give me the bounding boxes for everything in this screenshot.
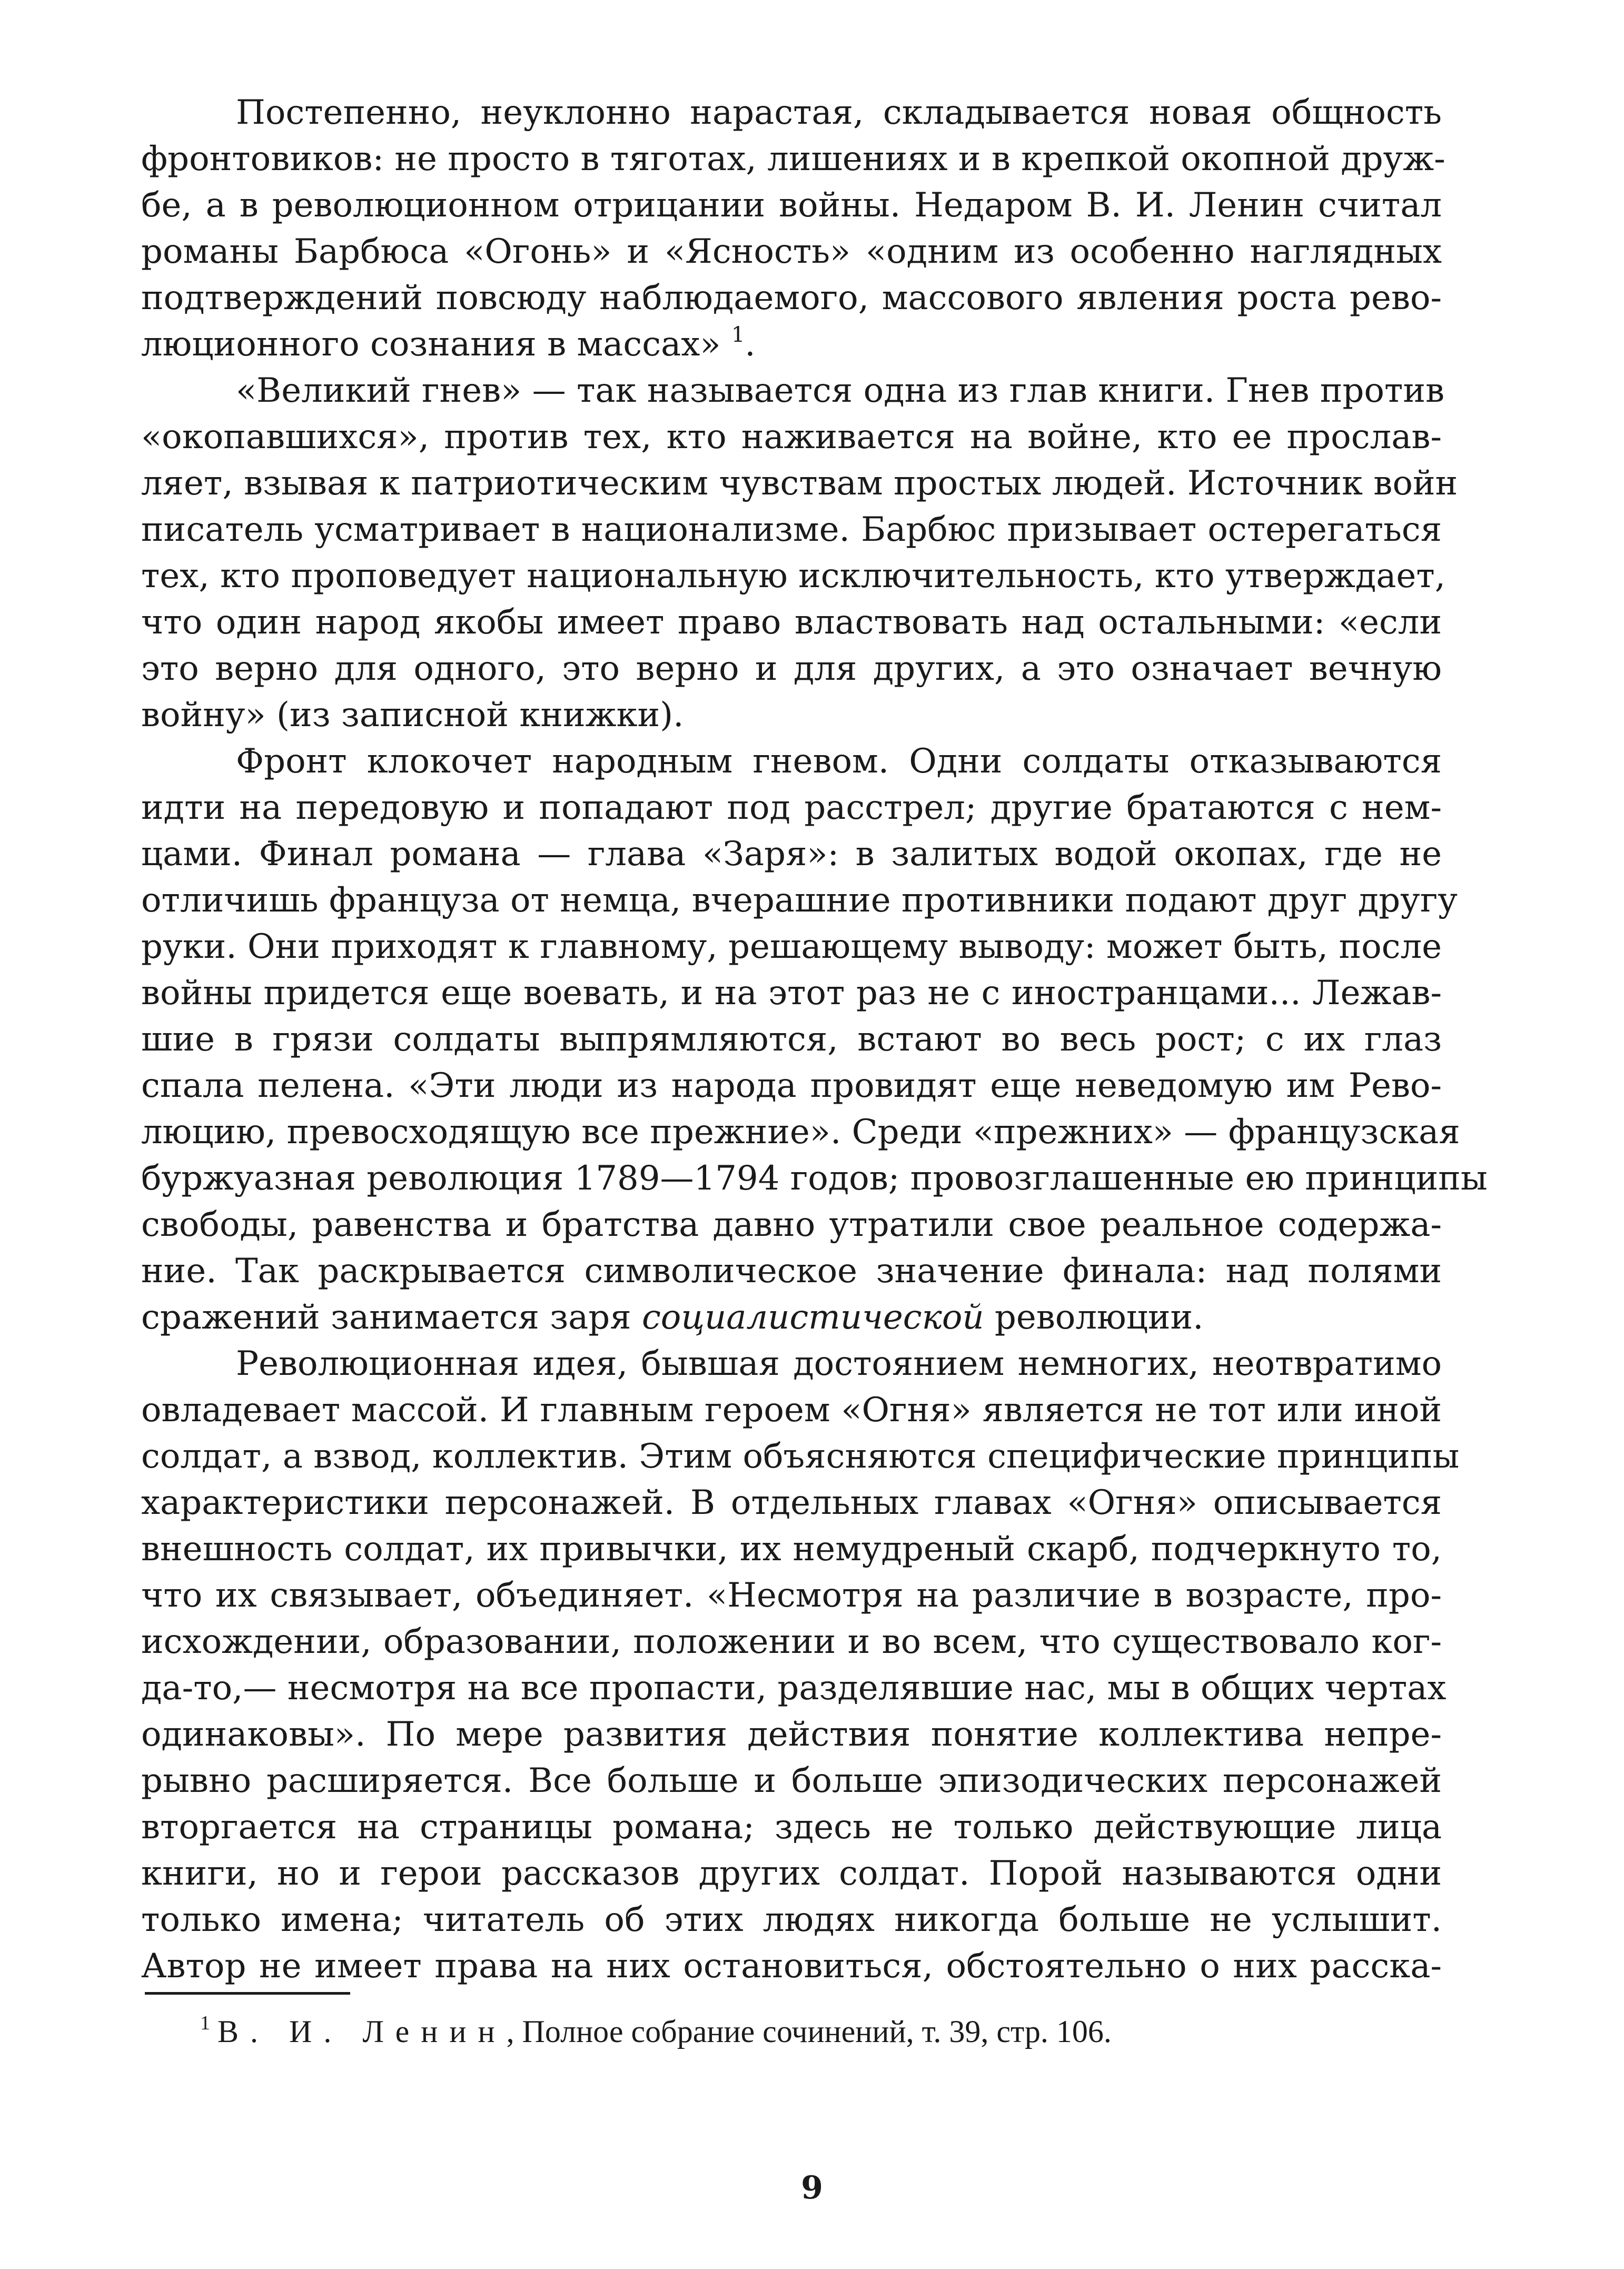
text-line: «окопавшихся», против тех, кто наживается на войне, кто ее прослав-: [141, 418, 1442, 457]
text-line: это верно для одного, это верно и для других, а это означает вечную: [141, 649, 1442, 688]
paragraph: [141, 738, 1488, 1341]
text-line: спала пелена. «Эти люди из народа провидят еще неведомую им Рево-: [141, 1066, 1442, 1105]
text-line: [141, 1294, 1442, 1341]
footnote-reference[interactable]: 1: [731, 323, 745, 347]
paragraph: [141, 1341, 1460, 1989]
text-line: войну» (из записной книжки).: [141, 696, 684, 735]
text-line: рывно расширяется. Все больше и больше эпизодических персонажей: [141, 1761, 1442, 1800]
italic-emphasis: социалистической: [641, 1298, 984, 1337]
page-body: [141, 90, 1488, 1989]
text-line: ние. Так раскрывается символическое значение финала: над полями: [141, 1252, 1442, 1291]
text-line: книги, но и герои рассказов других солдат. Порой называются одни: [141, 1854, 1442, 1893]
text-line: ляет, взывая к патриотическим чувствам простых людей. Источник войн: [141, 464, 1458, 503]
paragraph: [141, 90, 1445, 368]
text-line: тех, кто проповедует национальную исключительность, кто утверждает,: [141, 557, 1445, 596]
text-line: войны придется еще воевать, и на этот раз не с иностранцами... Лежав-: [141, 974, 1442, 1013]
text-line: фронтовиков: не просто в тяготах, лишениях и в крепкой окопной друж-: [141, 140, 1445, 179]
text-line: идти на передовую и попадают под расстрел; другие братаются с нем-: [141, 788, 1442, 827]
text-line: что их связывает, объединяет. «Несмотря на различие в возрасте, про-: [141, 1576, 1442, 1615]
text-line: характеристики персонажей. В отдельных главах «Огня» описывается: [141, 1483, 1442, 1522]
text-line: солдат, а взвод, коллектив. Этим объясняются специфические принципы: [141, 1437, 1460, 1476]
text-line: цами. Финал романа — глава «Заря»: в залитых водой окопах, где не: [141, 835, 1442, 874]
text-line: свободы, равенства и братства давно утратили свое реальное содержа-: [141, 1205, 1442, 1244]
line-text: сражений занимается заря: [141, 1298, 642, 1337]
footnote: [200, 2010, 1112, 2053]
paragraph: [141, 368, 1458, 738]
text-line: подтверждений повсюду наблюдаемого, массового явления роста рево-: [141, 279, 1442, 318]
text-line: буржуазная революция 1789—1794 годов; провозглашенные ею принципы: [141, 1159, 1488, 1198]
footnote-text: , Полное собрание сочинений, т. 39, стр. 106.: [506, 2014, 1112, 2049]
text-line: [141, 321, 1442, 368]
text-line: вторгается на страницы романа; здесь не только действующие лица: [141, 1808, 1442, 1847]
text-line: только имена; читатель об этих людях никогда больше не услышит.: [141, 1900, 1442, 1939]
footnote-mark: 1: [200, 2012, 210, 2034]
text-line: бе, а в революционном отрицании войны. Недаром В. И. Ленин считал: [141, 186, 1442, 225]
punctuation: .: [745, 325, 756, 364]
footnote-separator: [145, 1992, 350, 1995]
text-line: руки. Они приходят к главному, решающему выводу: может быть, после: [141, 927, 1442, 966]
text-line: люцию, превосходящую все прежние». Среди «прежних» — французская: [141, 1113, 1460, 1152]
text-line: да-то,— несмотря на все пропасти, разделявшие нас, мы в общих чертах: [141, 1669, 1447, 1708]
text-line: романы Барбюса «Огонь» и «Ясность» «одним из особенно наглядных: [141, 232, 1442, 271]
text-line: что один народ якобы имеет право властвовать над остальными: «если: [141, 603, 1442, 642]
text-line: отличишь француза от немца, вчерашние противники подают друг другу: [141, 881, 1458, 920]
line-text: революции.: [984, 1298, 1204, 1337]
text-line: овладевает массой. И главным героем «Огня» является не тот или иной: [141, 1391, 1442, 1430]
text-line: шие в грязи солдаты выпрямляются, встают во весь рост; с их глаз: [141, 1020, 1442, 1059]
text-line: внешность солдат, их привычки, их немудреный скарб, подчеркнуто то,: [141, 1530, 1442, 1569]
text-line: исхождении, образовании, положении и во всем, что существовало ког-: [141, 1622, 1442, 1661]
text-line: Фронт клокочет народным гневом. Одни солдаты отказываются: [236, 742, 1442, 781]
text-line: «Великий гнев» — так называется одна из глав книги. Гнев против: [236, 371, 1444, 410]
page-number: 9: [801, 2169, 823, 2206]
text-line: писатель усматривает в национализме. Барбюс призывает остерегаться: [141, 510, 1442, 549]
line-text: люционного сознания в массах»: [141, 325, 721, 364]
text-line: одинаковы». По мере развития действия понятие коллектива непре-: [141, 1715, 1442, 1754]
text-line: Революционная идея, бывшая достоянием немногих, неотвратимо: [236, 1344, 1442, 1383]
text-line: Постепенно, неуклонно нарастая, складывается новая общность: [236, 93, 1442, 132]
footnote-author: В. И. Ленин: [217, 2014, 507, 2049]
text-line: Автор не имеет права на них остановиться, обстоятельно о них расска-: [141, 1947, 1442, 1986]
